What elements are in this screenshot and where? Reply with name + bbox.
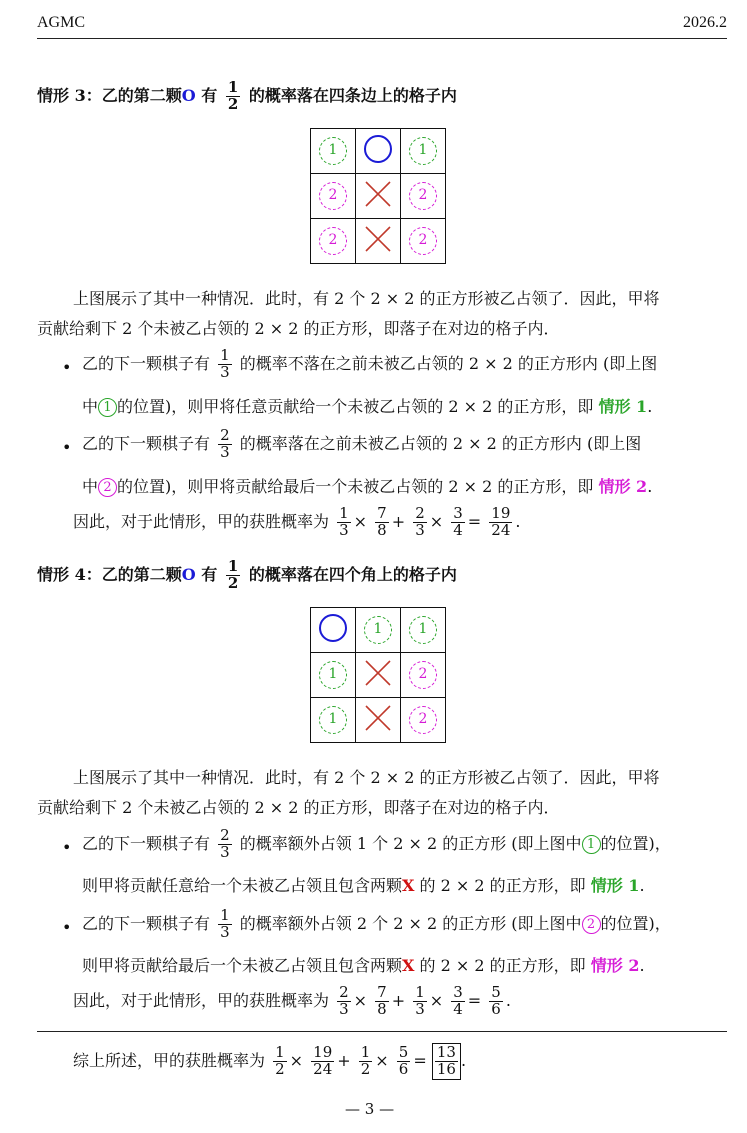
- grid-cell: [401, 174, 446, 219]
- summary-line: 综上所述，甲的获胜概率为 $\frac{1}{2}$ × $\frac{19}{24}$ + $\frac{1}{2}$ × $\frac{5}{6}$ = $\frac{13}{16}$ .: [73, 1043, 467, 1078]
- circled-one-marker: 1: [98, 398, 117, 417]
- bullet-dot: •: [62, 358, 72, 377]
- bullet-dot: •: [62, 838, 72, 857]
- dashed-circle-one-icon: 1: [319, 137, 347, 165]
- x-piece-icon: [363, 224, 393, 254]
- case4-bullet1-fraction: $\frac{2}{3}$: [220, 826, 230, 861]
- header-right: 2026.2: [683, 14, 727, 31]
- x-symbol: X: [402, 876, 415, 895]
- circled-two-marker: 2: [582, 915, 601, 934]
- o-symbol: O: [181, 85, 196, 105]
- case-1-ref: 情形 1: [598, 397, 648, 416]
- case4-para-line1: 上图展示了其中一种情况．此时，有 2 个 2 × 2 的正方形被乙占领了．因此，甲将: [73, 768, 660, 787]
- dashed-circle-two-icon: 2: [409, 227, 437, 255]
- grid-cell: [356, 174, 401, 219]
- case3-para-line1: 上图展示了其中一种情况．此时，有 2 个 2 × 2 的正方形被乙占领了．因此，甲将: [73, 289, 660, 308]
- case3-prob-fraction: $\frac{1}{2}$: [227, 78, 239, 113]
- bullet-dot: •: [62, 918, 72, 937]
- page-number: — 3 —: [345, 1100, 395, 1118]
- grid-cell: [356, 698, 401, 743]
- grid-cell: [311, 129, 356, 174]
- page-header: [37, 14, 727, 32]
- case4-heading: 情形 4：乙的第二颗O 有 $\frac{1}{2}$ 的概率落在四个角上的格子内: [37, 557, 457, 592]
- circled-two-marker: 2: [98, 478, 117, 497]
- dashed-circle-one-icon: 1: [364, 616, 392, 644]
- o-piece-icon: [319, 614, 347, 642]
- grid-cell: [401, 219, 446, 264]
- grid-cell: [356, 129, 401, 174]
- dashed-circle-two-icon: 2: [409, 661, 437, 689]
- case-1-ref: 情形 1: [590, 876, 640, 895]
- dashed-circle-two-icon: 2: [319, 182, 347, 210]
- dashed-circle-one-icon: 1: [409, 137, 437, 165]
- grid-cell: [311, 219, 356, 264]
- case3-grid: [310, 128, 446, 264]
- bullet-dot: •: [62, 438, 72, 457]
- case4-grid: [310, 607, 446, 743]
- case4-para-line2: 贡献给剩下 2 个未被乙占领的 2 × 2 的正方形，即落子在对边的格子内．: [37, 798, 560, 817]
- case3-bullet1-line2: 中 1 的位置)，则甲将任意贡献给一个未被乙占领的 2 × 2 的正方形，即 情形 1.: [82, 397, 653, 416]
- grid-cell: [401, 129, 446, 174]
- grid-cell: [401, 608, 446, 653]
- case3-conclusion: 因此，对于此情形，甲的获胜概率为 $\frac{1}{3}$ × $\frac{7}{8}$ + $\frac{2}{3}$ × $\frac{3}{4}$ = $\frac{19}{24}$ .: [73, 504, 521, 539]
- case3-bullet2-fraction: $\frac{2}{3}$: [220, 426, 230, 461]
- dashed-circle-one-icon: 1: [319, 706, 347, 734]
- case4-bullet2-line1: 乙的下一颗棋子有 $\frac{1}{3}$ 的概率额外占领 2 个 2 × 2 的正方形 (即上图中 2 的位置)，: [82, 906, 671, 941]
- case4-bullet1-line1: 乙的下一颗棋子有 $\frac{2}{3}$ 的概率额外占领 1 个 2 × 2 的正方形 (即上图中 1 的位置)，: [82, 826, 671, 861]
- x-piece-icon: [363, 179, 393, 209]
- x-piece-icon: [363, 703, 393, 733]
- grid-cell: [356, 653, 401, 698]
- grid-cell: [311, 653, 356, 698]
- case3-bullet2-line1: 乙的下一颗棋子有 $\frac{2}{3}$ 的概率落在之前未被乙占领的 2 × 2 的正方形内 (即上图: [82, 426, 642, 461]
- grid-cell: [401, 653, 446, 698]
- x-piece-icon: [363, 658, 393, 688]
- header-rule: [37, 38, 727, 39]
- grid-cell: [401, 698, 446, 743]
- case3-para-line2: 贡献给剩下 2 个未被乙占领的 2 × 2 的正方形，即落子在对边的格子内．: [37, 319, 560, 338]
- case-2-ref: 情形 2: [590, 956, 640, 975]
- grid-cell: [311, 608, 356, 653]
- header-left: AGMC: [37, 14, 86, 31]
- case3-result-fraction: $\frac{19}{24}$: [491, 504, 511, 539]
- case3-heading: 情形 3：乙的第二颗O 有 $\frac{1}{2}$ 的概率落在四条边上的格子内: [37, 78, 457, 113]
- case4-bullet1-line2: 则甲将贡献任意给一个未被乙占领且包含两颗X 的 2 × 2 的正方形，即 情形 1.: [82, 876, 645, 895]
- dashed-circle-two-icon: 2: [409, 182, 437, 210]
- case3-bullet1-line1: 乙的下一颗棋子有 $\frac{1}{3}$ 的概率不落在之前未被乙占领的 2 × 2 的正方形内 (即上图: [82, 346, 658, 381]
- case3-bullet2-line2: 中 2 的位置)，则甲将贡献给最后一个未被乙占领的 2 × 2 的正方形，即 情形 2.: [82, 477, 653, 496]
- summary-rule: [37, 1031, 727, 1032]
- case4-result-fraction: $\frac{5}{6}$: [491, 983, 501, 1018]
- o-piece-icon: [364, 135, 392, 163]
- x-symbol: X: [402, 956, 415, 975]
- dashed-circle-two-icon: 2: [409, 706, 437, 734]
- case4-bullet2-fraction: $\frac{1}{3}$: [220, 906, 230, 941]
- grid-cell: [356, 219, 401, 264]
- case4-bullet2-line2: 则甲将贡献给最后一个未被乙占领且包含两颗X 的 2 × 2 的正方形，即 情形 2.: [82, 956, 645, 975]
- grid-cell: [356, 608, 401, 653]
- grid-cell: [311, 174, 356, 219]
- grid-cell: [311, 698, 356, 743]
- final-answer-box: $\frac{13}{16}$: [432, 1043, 461, 1080]
- dashed-circle-one-icon: 1: [409, 616, 437, 644]
- dashed-circle-one-icon: 1: [319, 661, 347, 689]
- circled-one-marker: 1: [582, 835, 601, 854]
- case4-prob-fraction: $\frac{1}{2}$: [227, 557, 239, 592]
- o-symbol: O: [181, 564, 196, 584]
- dashed-circle-two-icon: 2: [319, 227, 347, 255]
- case3-bullet1-fraction: $\frac{1}{3}$: [220, 346, 230, 381]
- case-2-ref: 情形 2: [598, 477, 648, 496]
- case4-conclusion: 因此，对于此情形，甲的获胜概率为 $\frac{2}{3}$ × $\frac{7}{8}$ + $\frac{1}{3}$ × $\frac{3}{4}$ = $\frac{5}{6}$ .: [73, 983, 511, 1018]
